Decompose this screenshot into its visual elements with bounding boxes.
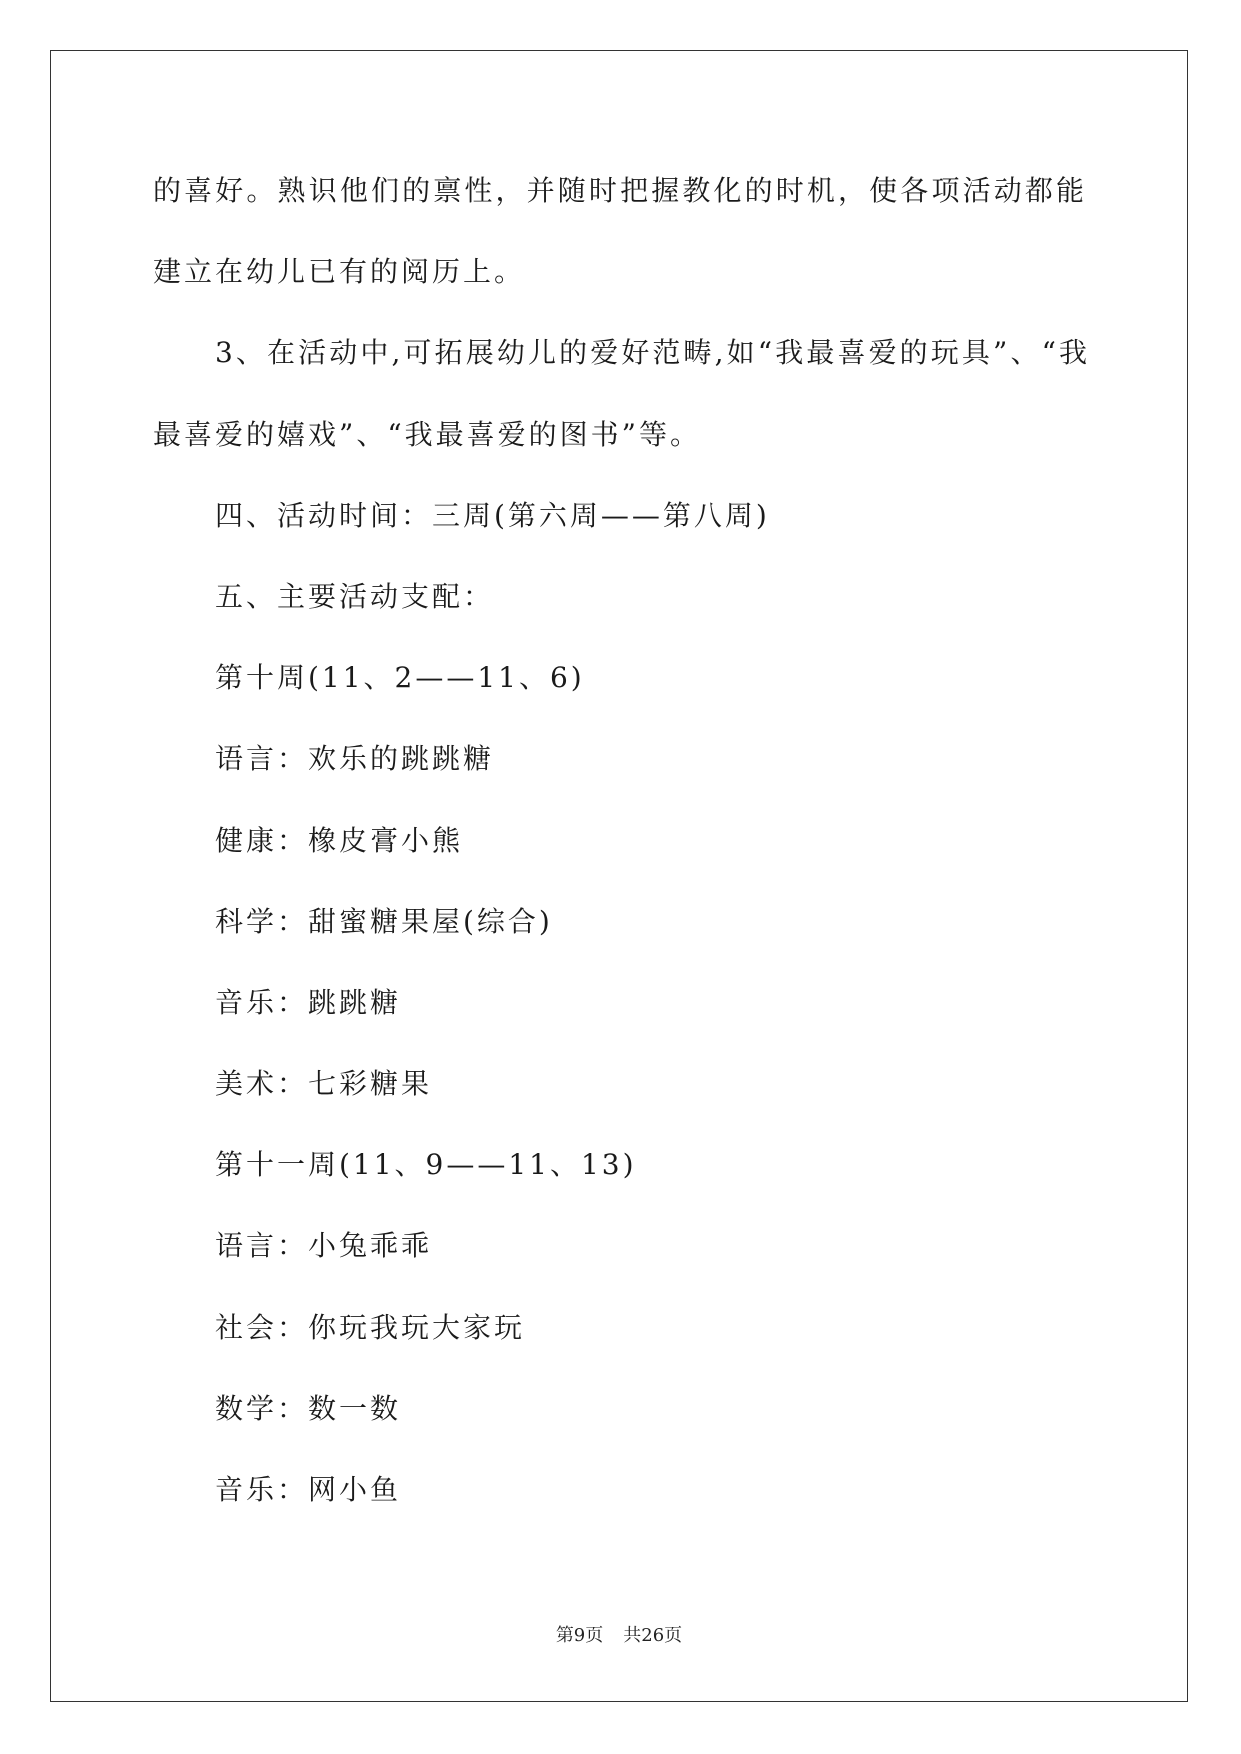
paragraph-line: 3、在活动中,可拓展幼儿的爱好范畴,如“我最喜爱的玩具”、“我 (215, 336, 1087, 370)
activity-item: 美术：七彩糖果 (215, 1067, 433, 1101)
paragraph-line: 建立在幼儿已有的阅历上。 (153, 255, 526, 289)
week-title: 第十周(11、2——11、6) (215, 661, 585, 695)
paragraph-line: 最喜爱的嬉戏”、“我最喜爱的图书”等。 (153, 417, 701, 451)
activity-item: 科学：甜蜜糖果屋(综合) (215, 904, 553, 938)
activity-item: 音乐：跳跳糖 (215, 985, 402, 1019)
activity-item: 语言：欢乐的跳跳糖 (215, 742, 495, 776)
page-footer (50, 1622, 1188, 1650)
activity-time-heading: 四、活动时间：三周(第六周——第八周) (215, 498, 770, 532)
activity-item: 社会：你玩我玩大家玩 (215, 1310, 526, 1344)
page-total: 共26页 (623, 1625, 683, 1646)
week-title: 第十一周(11、9——11、13) (215, 1148, 637, 1182)
paragraph-line: 的喜好。熟识他们的禀性，并随时把握教化的时机，使各项活动都能 (153, 174, 1087, 207)
activity-item: 健康：橡皮膏小熊 (215, 823, 464, 857)
page-number: 第9页 (555, 1625, 604, 1646)
activity-item: 语言：小兔乖乖 (215, 1229, 433, 1263)
activity-item: 数学：数一数 (215, 1391, 402, 1425)
activity-item: 音乐：网小鱼 (215, 1473, 402, 1506)
document-body (153, 150, 1087, 1530)
main-activities-heading: 五、主要活动支配： (215, 579, 495, 613)
